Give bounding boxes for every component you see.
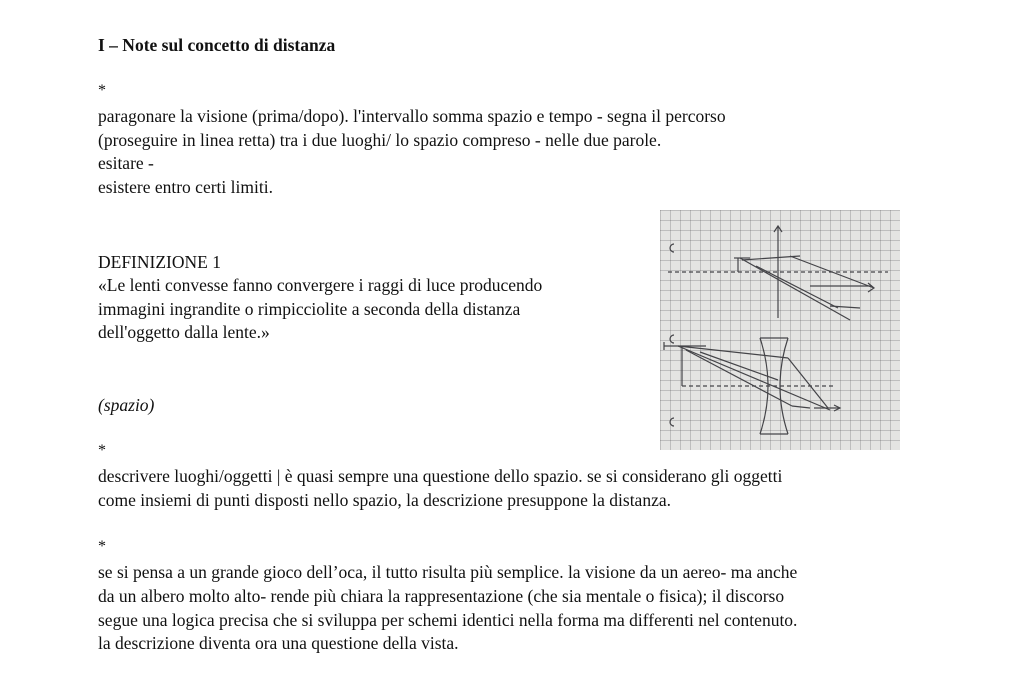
paragraph-line: (proseguire in linea retta) tra i due luoghi/ lo spazio compreso - nelle due parole. [98,130,662,150]
section-marker: * [98,442,106,459]
definition-quote-line: «Le lenti convesse fanno convergere i raggi di luce producendo [98,275,543,295]
section-marker: * [98,538,106,555]
paragraph-line: segue una logica precisa che si sviluppa per schemi identici nella forma ma differenti nel contenuto. [98,610,798,630]
paragraph-line: se si pensa a un grande gioco dell’oca, il tutto risulta più semplice. la visione da un aereo- ma anche [98,562,798,582]
paragraph-line: esistere entro certi limiti. [98,177,273,197]
page-title: I – Note sul concetto di distanza [98,35,336,55]
definition-heading: DEFINIZIONE 1 [98,252,221,272]
lens-diagram-photo [660,210,900,450]
paragraph-line: la descrizione diventa ora una questione della vista. [98,633,459,653]
paragraph-line: descrivere luoghi/oggetti | è quasi sempre una questione dello spazio. se si considerano gli oggetti [98,466,783,486]
definition-note: (spazio) [98,395,155,415]
lens-ray-sketch [660,210,900,450]
paragraph-line: esitare - [98,153,154,173]
definition-quote-line: dell'oggetto dalla lente.» [98,322,270,342]
paragraph-line: come insiemi di punti disposti nello spazio, la descrizione presuppone la distanza. [98,490,671,510]
paragraph-line: da un albero molto alto- rende più chiara la rappresentazione (che sia mentale o fisica); il discorso [98,586,785,606]
definition-quote-line: immagini ingrandite o rimpicciolite a seconda della distanza [98,299,521,319]
section-marker: * [98,82,106,99]
paragraph-line: paragonare la visione (prima/dopo). l'intervallo somma spazio e tempo - segna il percorso [98,106,726,126]
